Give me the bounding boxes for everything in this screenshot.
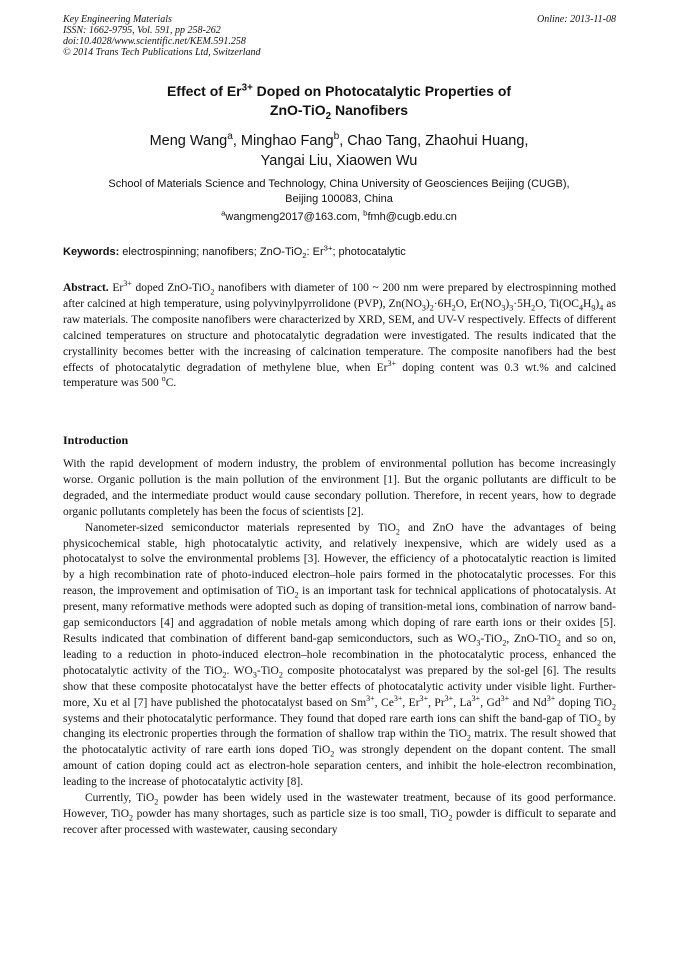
abstract-label: Abstract.	[63, 282, 109, 294]
keywords-label: Keywords:	[63, 246, 120, 258]
abstract: Abstract. $Er^{3+}$ doped ZnO-TiO$_2$ nanofibers with diameter of 100 ~ 200 nm were prepared by electrospinning mothed after calcined at high temperature, using polyvinylpyrrolidone (PVP), $Zn(NO_3)_2\cdot 6H_2O$, $Er(NO_3)_3\cdot 5H_2O$, $Ti(OC_4H_9)_4$ as raw materials. The composite nanofibers were characterized by XRD, SEM, and UV-V respectively. Effects of different calcined temperatures on structure and photocatalytic degradation were investigated. The results indicated that the crystallinity becomes better with the increasing of calcination temperature. The composite nanofibers had the best effects of photocatalytic degradation of methylene blue, when $Er^{3+}$ doping content was 0.3 wt.% and calcined temperature was 500 $^o$C.	[63, 279, 617, 390]
paragraph-2: Nanometer-sized semiconductor materials represented by TiO$_2$ and ZnO have the advantages of being physicochemical stable, high photocatalytic activity, and relatively inexpensive, which are widely used as a photocatalyst to solve the environmental problems [3]. However, the efficiency of a photocatalytic reaction is limited by a high recombination rate of photo-induced electron–hole pairs formed in the photocatalytic processes. For this reason, the improvement and optimisation of TiO$_2$ is an important task for technical applications of photocatalysis. At present, many reformative methods were adopted such as doping of transition-metal ions, combination of narrow band-gap semiconductors [4] and aggradation of noble metals among which doping of rare earth ions or their oxides [5]. Results indicated that combination of different band-gap semiconductors, such as $WO_3-TiO_2$, ZnO-TiO$_2$ and so on, leading to a reduction in photo-induced electron–hole recombination in the photocatalytic process, enhanced the photocatalytic activity of the TiO$_2$. $WO_3-TiO_2$ composite photocatalyst was prepared by the sol-gel [6]. The results show that these composite photocatalyst have the better effects of photocatalytic activity under visible light. Further-more, Xu et al [7] have published the photocatalyst based on $Sm^{3+}$, $Ce^{3+}$, $Er^{3+}$, $Pr^{3+}$, $La^{3+}$, $Gd^{3+}$ and $Nd^{3+}$ doping TiO$_2$ systems and their photocatalytic performance. They found that doped rare earth ions can shift the band-gap of TiO$_2$ by changing its electronic properties through the formation of shallow trap within the TiO$_2$ matrix. The result showed that the photocatalytic activity of rare earth ions doped TiO$_2$ was strongly dependent on the dopant content. The small amount of cation doping could act as electron-hole separation centers, and inhibit the hole-electron recombination, leading to the increase of photocatalytic activity [8].	[63, 521, 617, 789]
keywords: Keywords: electrospinning; nanofibers; ZnO-TiO$_2$: $Er^{3+}$; photocatalytic	[63, 243, 406, 261]
paragraph-1: With the rapid development of modern industry, the problem of environmental pollution has become increasingly worse. Organic pollution is the main pollution of the environment [1]. But the organic pollutants are difficult to be degraded, and the intermediate product would cause secondary pollution. Therefore, in recent years, how to degrade organic pollutants completely has been the focus of scientists [2].	[63, 458, 616, 518]
journal-name: Key Engineering Materials	[63, 14, 172, 25]
author-emails: $^a$wangmeng2017@163.com, $^b$fmh@cugb.edu.cn	[221, 208, 457, 223]
affiliation: School of Materials Science and Technology, China University of Geosciences Beijing (CUGB), Beijing 100083, China	[108, 178, 570, 205]
section-heading-introduction: Introduction	[63, 433, 129, 447]
copyright-line: © 2014 Trans Tech Publications Ltd, Switzerland	[63, 47, 261, 58]
doi-line: doi:10.4028/www.scientific.net/KEM.591.258	[63, 36, 246, 47]
issn-line: ISSN: 1662-9795, Vol. 591, pp 258-262	[63, 25, 221, 36]
journal-header	[63, 14, 261, 58]
online-date: Online: 2013-11-08	[537, 14, 616, 25]
author-list: Meng Wang$^a$, Minghao Fang$^b$, Chao Tang, Zhaohui Huang, Yangai Liu, Xiaowen Wu	[149, 131, 529, 169]
paper-title: Effect of $Er^{3+}$ Doped on Photocatalytic Properties of ZnO-TiO$_2$ Nanofibers	[166, 82, 512, 122]
paragraph-3: Currently, TiO$_2$ powder has been widely used in the wastewater treatment, because of its good performance. However, TiO$_2$ powder has many shortages, such as particle size is too small, TiO$_2$ powder is difficult to separate and recover after processed with wastewater, causing secondary	[63, 792, 616, 836]
introduction-body	[63, 457, 616, 839]
